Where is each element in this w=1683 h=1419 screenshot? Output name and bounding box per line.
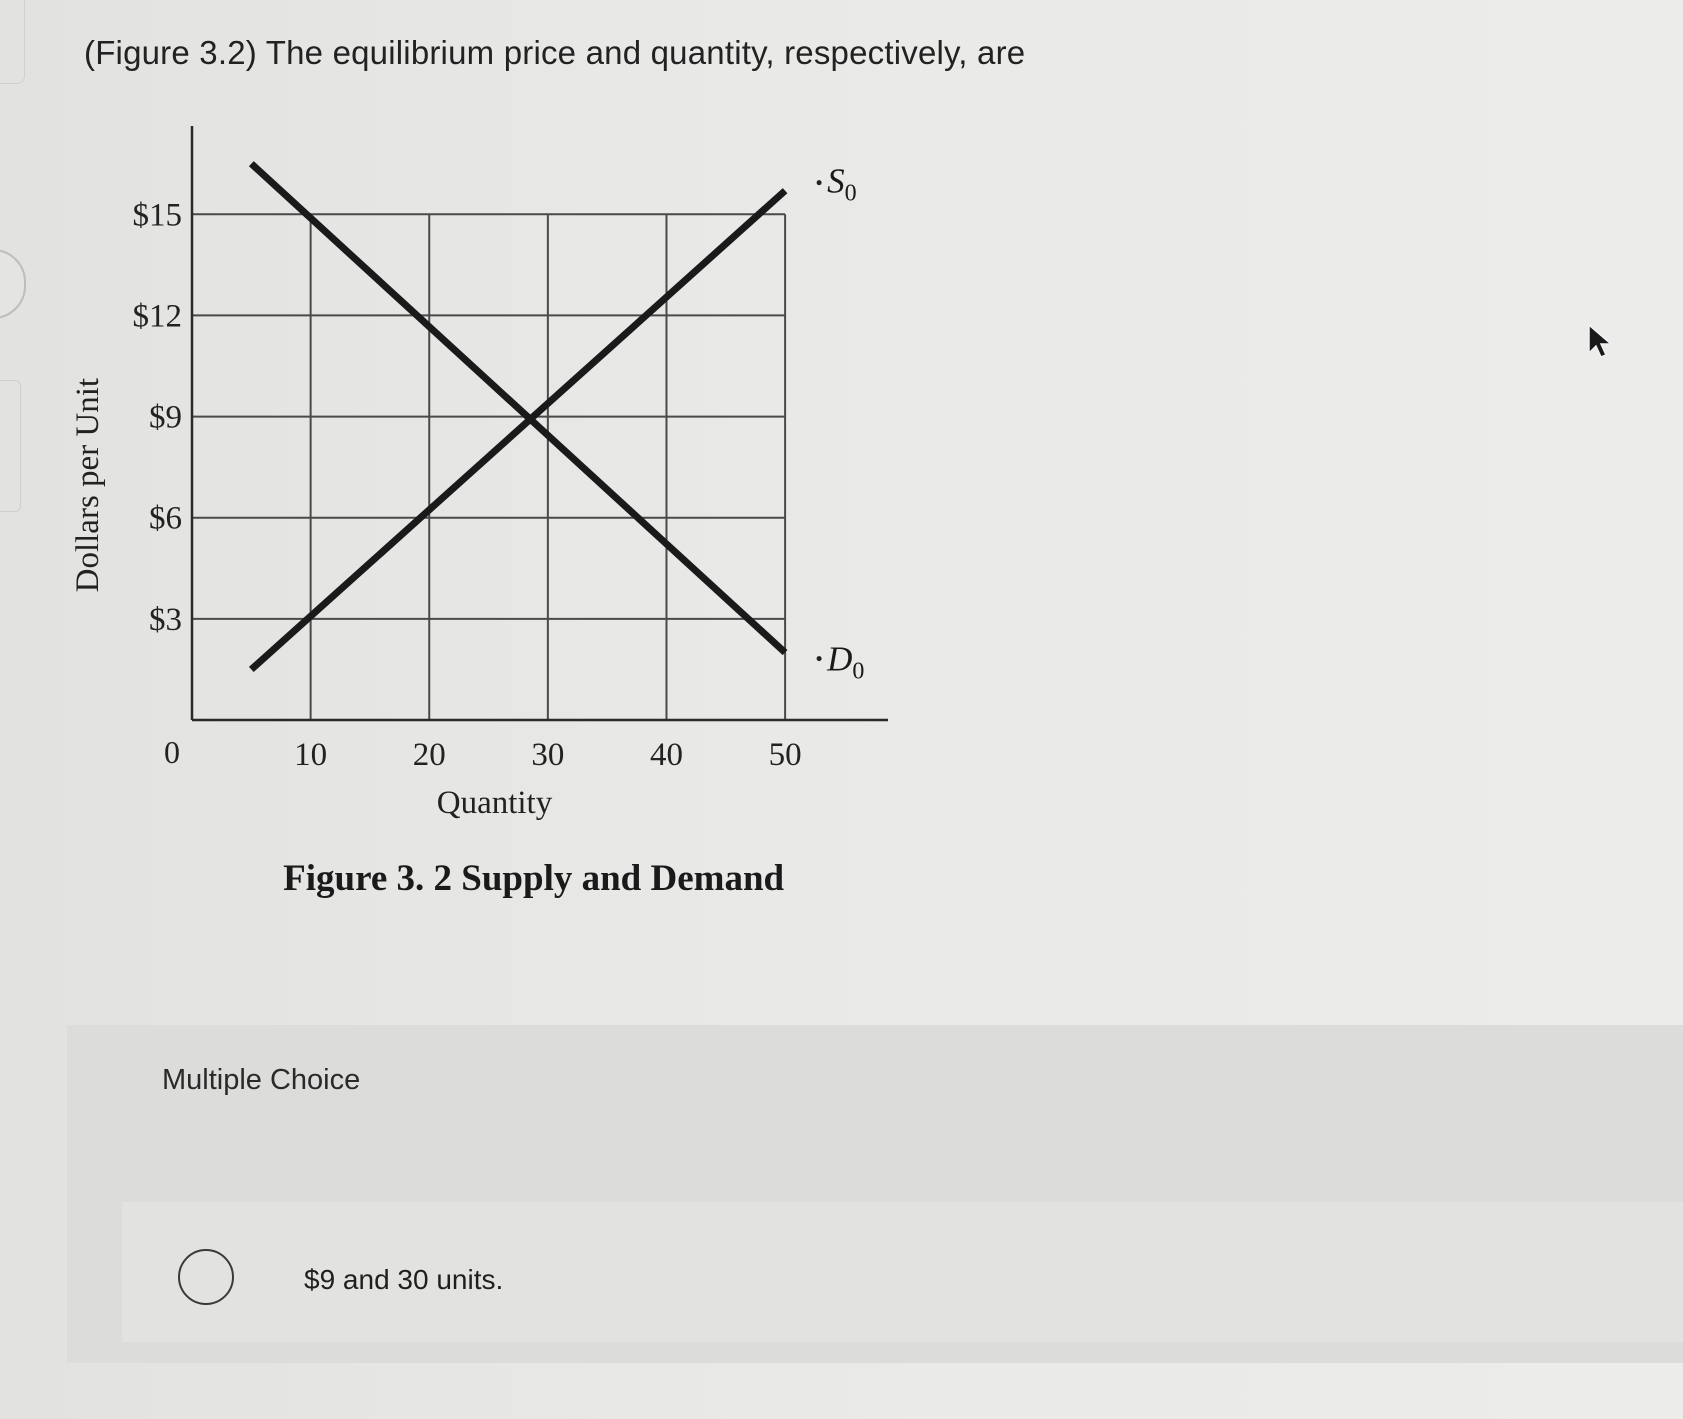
series-label-leader — [817, 180, 822, 185]
x-tick-label: 10 — [294, 737, 328, 773]
mouse-cursor-icon — [1587, 323, 1617, 363]
chart-labels — [70, 378, 785, 899]
multiple-choice-label: Multiple Choice — [162, 1064, 361, 1096]
supply-demand-chart — [60, 110, 940, 910]
left-edge-panel-top — [0, 0, 25, 84]
series-line-D0 — [251, 164, 785, 653]
y-tick-label: $12 — [132, 298, 182, 335]
y-tick-label: $6 — [149, 500, 182, 537]
y-tick-label: $3 — [149, 601, 182, 638]
figure-caption: Figure 3. 2 Supply and Demand — [283, 858, 785, 899]
left-edge-panel — [0, 380, 21, 512]
chart-axes — [133, 126, 889, 773]
origin-label: 0 — [164, 734, 180, 770]
y-axis-label: Dollars per Unit — [70, 377, 106, 593]
series-label-S0: $S_0$ — [827, 161, 857, 207]
x-tick-label: 30 — [531, 737, 565, 773]
question-text: (Figure 3.2) The equilibrium price and quantity, respectively, are — [84, 34, 1026, 71]
answer-option-radio[interactable] — [178, 1249, 234, 1305]
series-line-S0 — [251, 191, 785, 670]
y-tick-label: $15 — [132, 197, 182, 234]
x-tick-label: 50 — [768, 737, 802, 773]
x-tick-label: 20 — [412, 737, 446, 773]
chart-series — [251, 162, 864, 685]
answer-option-text[interactable]: $9 and 30 units. — [304, 1264, 504, 1295]
x-tick-label: 40 — [649, 737, 683, 773]
x-axis-label: Quantity — [436, 785, 553, 821]
y-tick-label: $9 — [149, 399, 182, 436]
series-label-D0: $D_0$ — [827, 639, 865, 685]
left-edge-nav-tab[interactable] — [0, 249, 26, 319]
series-label-leader — [817, 656, 822, 661]
